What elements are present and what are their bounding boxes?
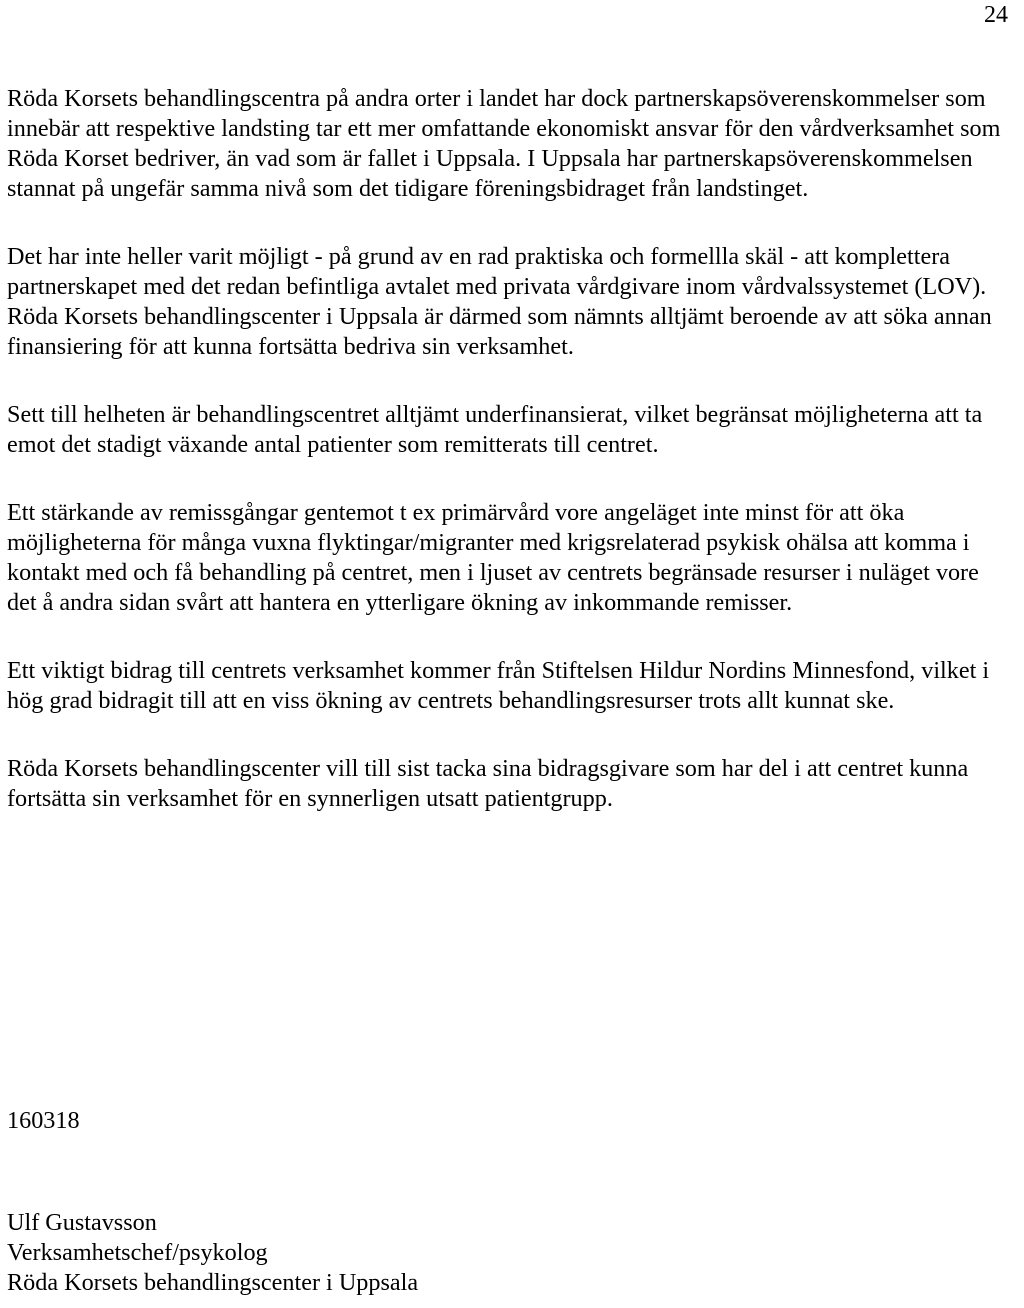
signer-title: Verksamhetschef/psykolog bbox=[7, 1239, 268, 1266]
signer-name: Ulf Gustavsson bbox=[7, 1209, 157, 1236]
paragraph-lov-complement: Det har inte heller varit möjligt - på grund av en rad praktiska och formellla skäl - att komplettera partnerskapet med det redan befintliga avtalet med privata vårdgivare inom vårdvalssystemet (LOV). Röda Korsets behandlingscenter i Uppsala är därmed som nämnts alltjämt beroende av att söka annan finansiering för att kunna fortsätta bedriva sin verksamhet. bbox=[7, 243, 992, 360]
paragraph-referral-pathways: Ett stärkande av remissgångar gentemot t ex primärvård vore angeläget inte minst för att öka möjligheterna för många vuxna flyktingar/migranter med krigsrelaterad psykisk ohälsa att komma i kontakt med och få behandling på centret, men i ljuset av centrets begränsade resurser i nuläget vore det å andra sidan svårt att hantera en ytterligare ökning av inkommande remisser. bbox=[7, 499, 979, 616]
paragraph-partnership-agreements: Röda Korsets behandlingscentra på andra orter i landet har dock partnerskapsöverenskommelser som innebär att respektive landsting tar ett mer omfattande ekonomiskt ansvar för den vårdverksamhet som Röda Korset bedriver, än vad som är fallet i Uppsala. I Uppsala har partnerskapsöverenskommelsen stannat på ungefär samma nivå som det tidigare föreningsbidraget från landstinget. bbox=[7, 85, 1001, 202]
paragraph-underfunding: Sett till helheten är behandlingscentret alltjämt underfinansierat, vilket begränsat möjligheterna att ta emot det stadigt växande antal patienter som remitterats till centret. bbox=[7, 401, 983, 458]
paragraph-hildur-nordin-fund: Ett viktigt bidrag till centrets verksamhet kommer från Stiftelsen Hildur Nordins Minnesfond, vilket i hög grad bidragit till att en viss ökning av centrets behandlingsresurser trots allt kunnat ske. bbox=[7, 657, 990, 714]
document-date: 160318 bbox=[7, 1107, 80, 1134]
document-body bbox=[7, 84, 1012, 852]
signature-block bbox=[7, 1208, 418, 1298]
paragraph-thanks: Röda Korsets behandlingscenter vill till sist tacka sina bidragsgivare som har del i att centret kunna fortsätta sin verksamhet för en synnerligen utsatt patientgrupp. bbox=[7, 755, 969, 812]
signer-organization: Röda Korsets behandlingscenter i Uppsala bbox=[7, 1269, 419, 1296]
page-number: 24 bbox=[984, 2, 1008, 28]
